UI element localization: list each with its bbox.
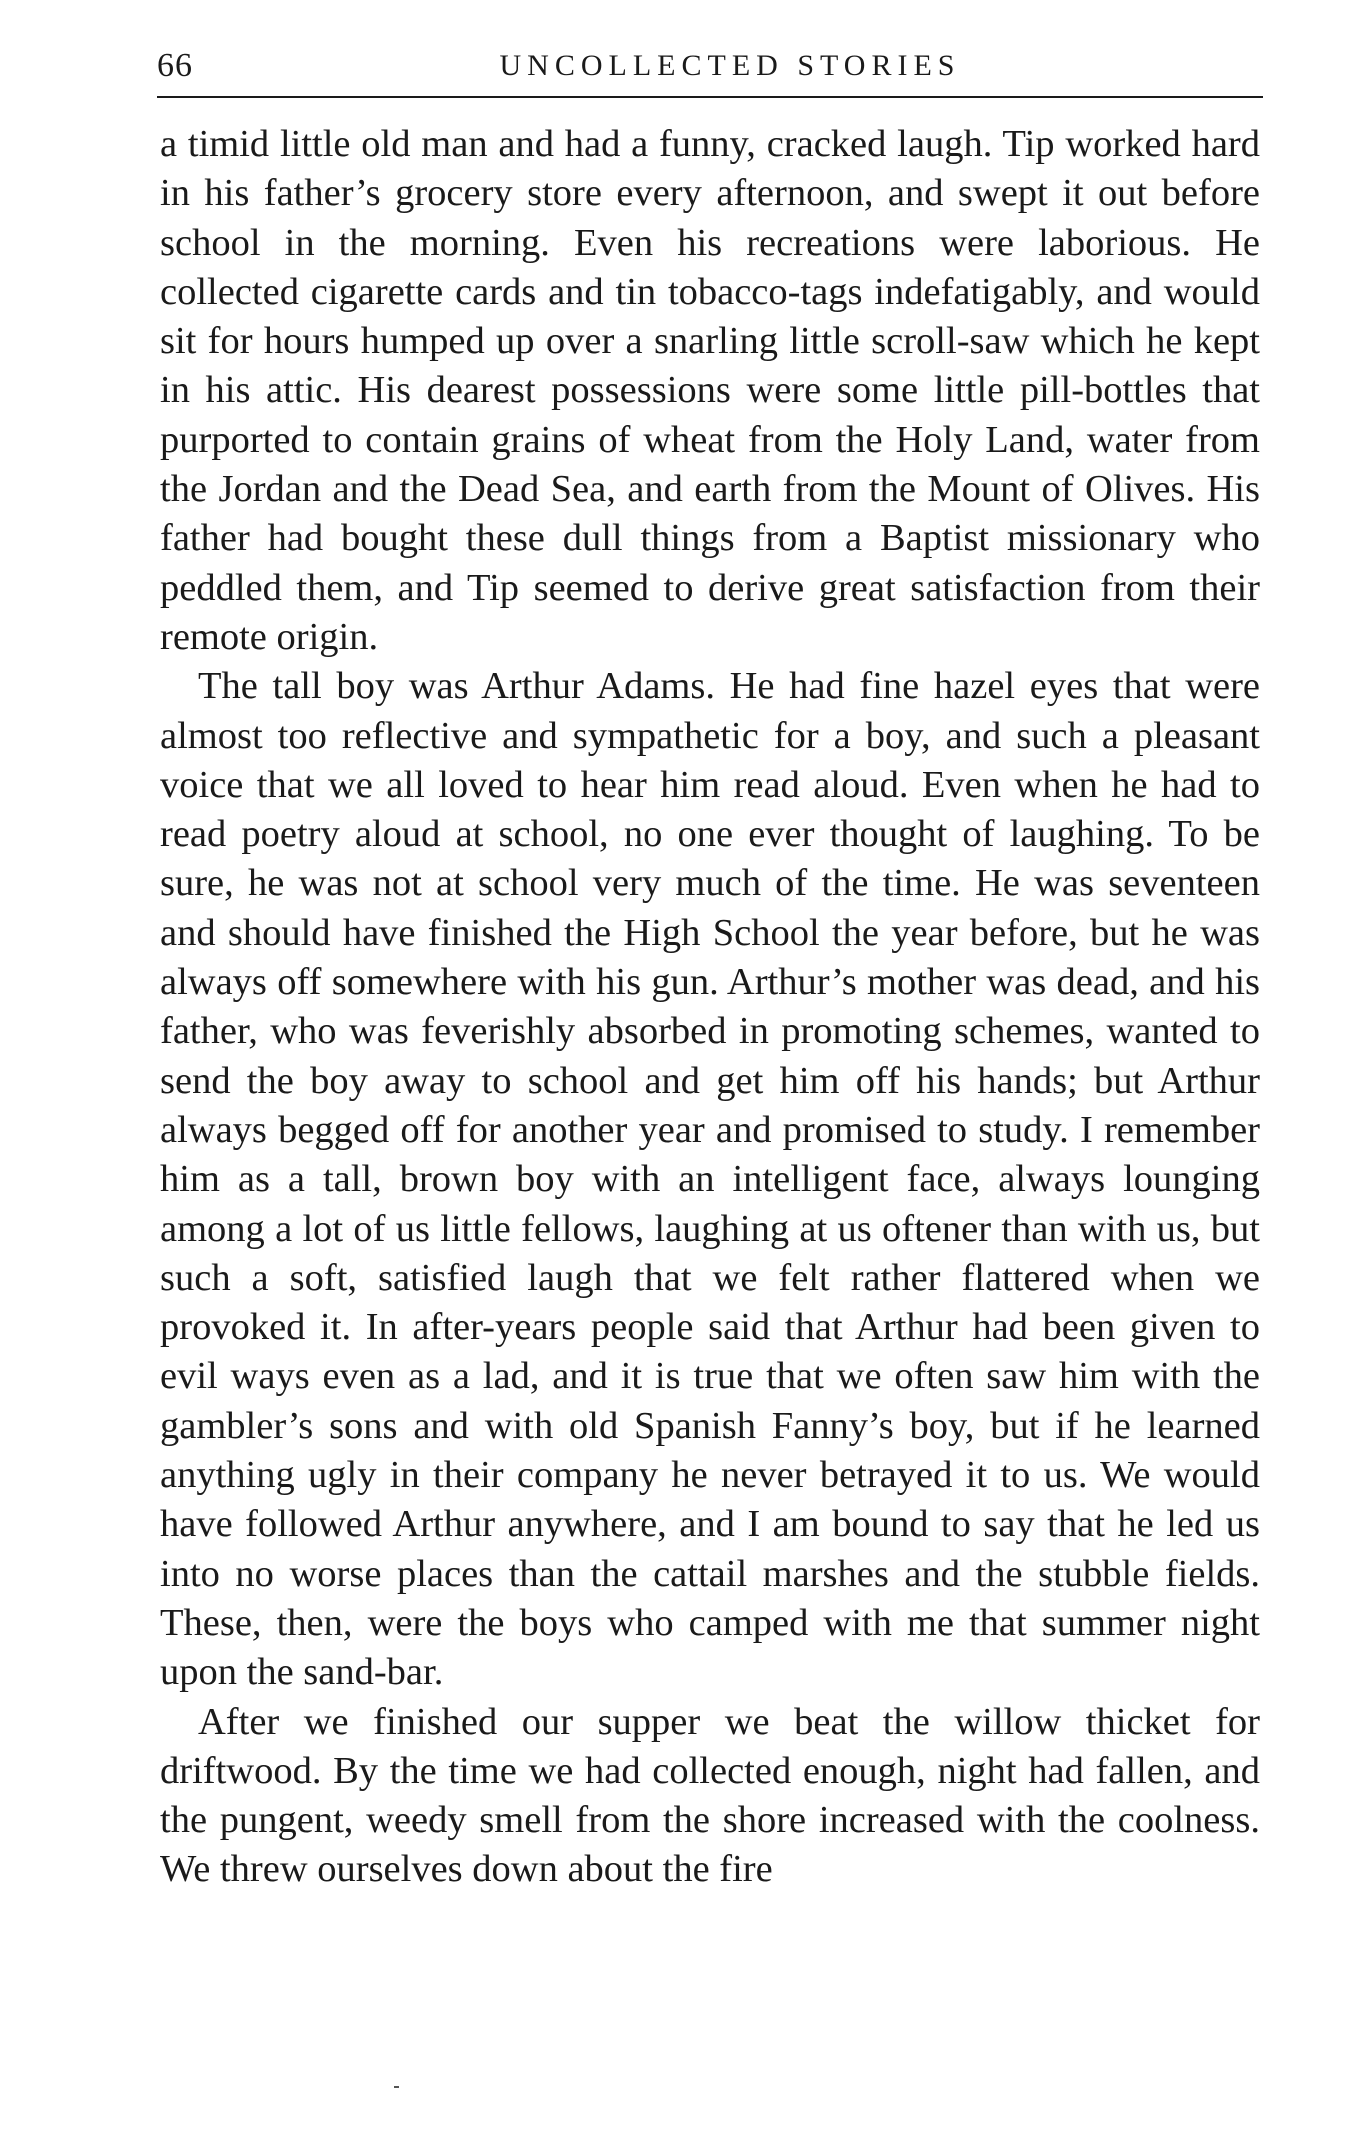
body-text xyxy=(160,120,1260,1895)
page-number: 66 xyxy=(157,47,193,84)
paragraph-1: a timid little old man and had a funny, cracked laugh. Tip worked hard in his father’s grocery store every afternoon, and swept it out before school in the morning. Even his recreations were laborious. He collected cigarette cards and tin tobacco-tags indefatigably, and would sit for hours humped up over a snarling little scroll-saw which he kept in his attic. His dearest possessions were some little pill-bottles that purported to contain grains of wheat from the Holy Land, water from the Jordan and the Dead Sea, and earth from the Mount of Olives. His father had bought these dull things from a Baptist missionary who peddled them, and Tip seemed to derive great satisfaction from their remote origin. xyxy=(160,123,1260,658)
header-rule xyxy=(157,96,1263,98)
paragraph-3: After we finished our supper we beat the willow thicket for driftwood. By the time we had collected enough, night had fallen, and the pungent, weedy smell from the shore increased with the coolness. We threw ourselves down about the fire xyxy=(160,1700,1260,1891)
running-head xyxy=(157,40,1263,92)
running-title: UNCOLLECTED STORIES xyxy=(499,49,961,82)
print-speck xyxy=(394,2086,399,2088)
paragraph-2: The tall boy was Arthur Adams. He had fine hazel eyes that were almost too reflective and sympathetic for a boy, and such a pleasant voice that we all loved to hear him read aloud. Even when he had to read poetry aloud at school, no one ever thought of laughing. To be sure, he was not at school very much of the time. He was seventeen and should have finished the High School the year before, but he was always off somewhere with his gun. Arthur’s mother was dead, and his father, who was feverishly absorbed in promoting schemes, wanted to send the boy away to school and get him off his hands; but Arthur always begged off for another year and promised to study. I remember him as a tall, brown boy with an intelligent face, always lounging among a lot of us little fellows, laughing at us oftener than with us, but such a soft, satisfied laugh that we felt rather flattered when we provoked it. In after-years people said that Arthur had been given to evil ways even as a lad, and it is true that we often saw him with the gambler’s sons and with old Spanish Fanny’s boy, but if he learned anything ugly in their company he never betrayed it to us. We would have followed Arthur anywhere, and I am bound to say that he led us into no worse places than the cattail marshes and the stubble fields. These, then, were the boys who camped with me that summer night upon the sand-bar. xyxy=(160,665,1260,1694)
